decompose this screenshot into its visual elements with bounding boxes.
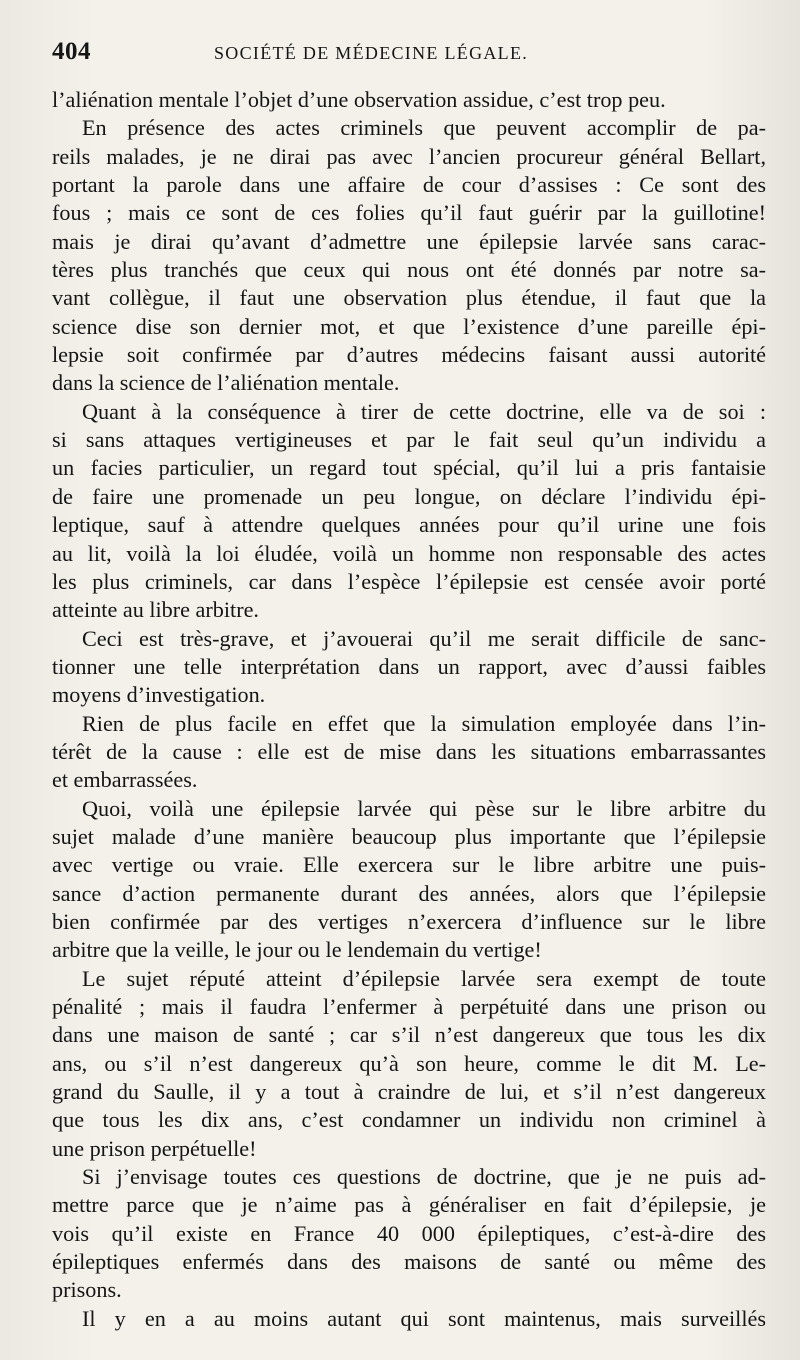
text-line: dans une maison de santé ; car s’il n’est dangereux que tous les dix <box>52 1022 766 1048</box>
page-header <box>52 38 766 80</box>
text-line: les plus criminels, car dans l’espèce l’épilepsie est censée avoir porté <box>52 568 766 594</box>
text-line: moyens d’investigation. <box>52 682 266 708</box>
text-line: Il y en a au moins autant qui sont maintenus, mais surveillés <box>82 1305 766 1331</box>
text-line: portant la parole dans une affaire de cour d’assises : Ce sont des <box>52 172 766 198</box>
text-line: tères plus tranchés que ceux qui nous ont été donnés par notre sa- <box>52 257 766 283</box>
text-line: lepsie soit confirmée par d’autres médecins faisant aussi autorité <box>52 342 766 368</box>
body-text <box>52 86 766 1333</box>
text-line: de faire une promenade un peu longue, on déclare l’individu épi- <box>52 483 766 509</box>
text-line: pénalité ; mais il faudra l’enfermer à perpétuité dans une prison ou <box>52 994 766 1019</box>
text-line: Quant à la conséquence à tirer de cette doctrine, elle va de soi : <box>82 398 766 424</box>
text-line: Ceci est très-grave, et j’avouerai qu’il me serait difficile de sanc- <box>82 625 766 651</box>
text-line: un facies particulier, un regard tout spécial, qu’il lui a pris fantaisie <box>52 455 766 481</box>
running-title: SOCIÉTÉ DE MÉDECINE LÉGALE. <box>214 43 529 63</box>
text-line: et embarrassées. <box>52 767 198 793</box>
text-line: sujet malade d’une manière beaucoup plus importante que l’épilepsie <box>52 823 766 849</box>
text-line: ans, ou s’il n’est dangereux qu’à son heure, comme le dit M. Le- <box>52 1050 766 1076</box>
text-line: tionner une telle interprétation dans un rapport, avec d’aussi faibles <box>52 653 766 679</box>
text-line: dans la science de l’aliénation mentale. <box>52 370 400 396</box>
text-line: atteinte au libre arbitre. <box>52 597 259 623</box>
text-line: science dise son dernier mot, et que l’existence d’une pareille épi- <box>52 313 766 339</box>
text-line: mais je dirai qu’avant d’admettre une épilepsie larvée sans carac- <box>52 228 766 254</box>
text-line: au lit, voilà la loi éludée, voilà un homme non responsable des actes <box>52 540 766 566</box>
text-line: épileptiques enfermés dans des maisons de santé ou même des <box>52 1249 766 1275</box>
text-line: mettre parce que je n’aime pas à généraliser en fait d’épilepsie, je <box>52 1192 766 1218</box>
text-line: Le sujet réputé atteint d’épilepsie larvée sera exempt de toute <box>82 965 766 991</box>
text-line: vois qu’il existe en France 40 000 épileptiques, c’est-à-dire des <box>52 1220 766 1246</box>
text-line: si sans attaques vertigineuses et par le fait seul qu’un individu a <box>52 427 766 453</box>
text-line: prisons. <box>52 1277 122 1303</box>
text-line: l’aliénation mentale l’objet d’une observation assidue, c’est trop peu. <box>52 87 666 112</box>
text-line: grand du Saulle, il y a tout à craindre de lui, et s’il n’est dangereux <box>52 1079 766 1105</box>
text-line: Rien de plus facile en effet que la simulation employée dans l’in- <box>82 710 766 736</box>
text-line: fous ; mais ce sont de ces folies qu’il faut guérir par la guillotine! <box>52 200 766 226</box>
text-line: Quoi, voilà une épilepsie larvée qui pèse sur le libre arbitre du <box>82 795 766 821</box>
text-line: vant collègue, il faut une observation plus étendue, il faut que la <box>52 285 766 311</box>
text-line: avec vertige ou vraie. Elle exercera sur le libre arbitre une puis- <box>52 852 766 878</box>
text-line: leptique, sauf à attendre quelques années pour qu’il urine une fois <box>52 512 766 538</box>
text-line: que tous les dix ans, c’est condamner un individu non criminel à <box>52 1107 766 1133</box>
page-number: 404 <box>52 38 91 65</box>
text-line: reils malades, je ne dirai pas avec l’ancien procureur général Bellart, <box>52 143 766 169</box>
text-line: Si j’envisage toutes ces questions de doctrine, que je ne puis ad- <box>82 1164 766 1190</box>
text-line: térêt de la cause : elle est de mise dans les situations embarrassantes <box>52 738 766 764</box>
text-line: bien confirmée par des vertiges n’exercera d’influence sur le libre <box>52 908 766 934</box>
text-line: arbitre que la veille, le jour ou le lendemain du vertige! <box>52 937 542 963</box>
text-line: En présence des actes criminels que peuvent accomplir de pa- <box>82 115 766 141</box>
text-line: une prison perpétuelle! <box>52 1135 257 1161</box>
text-line: sance d’action permanente durant des années, alors que l’épilepsie <box>52 880 766 906</box>
